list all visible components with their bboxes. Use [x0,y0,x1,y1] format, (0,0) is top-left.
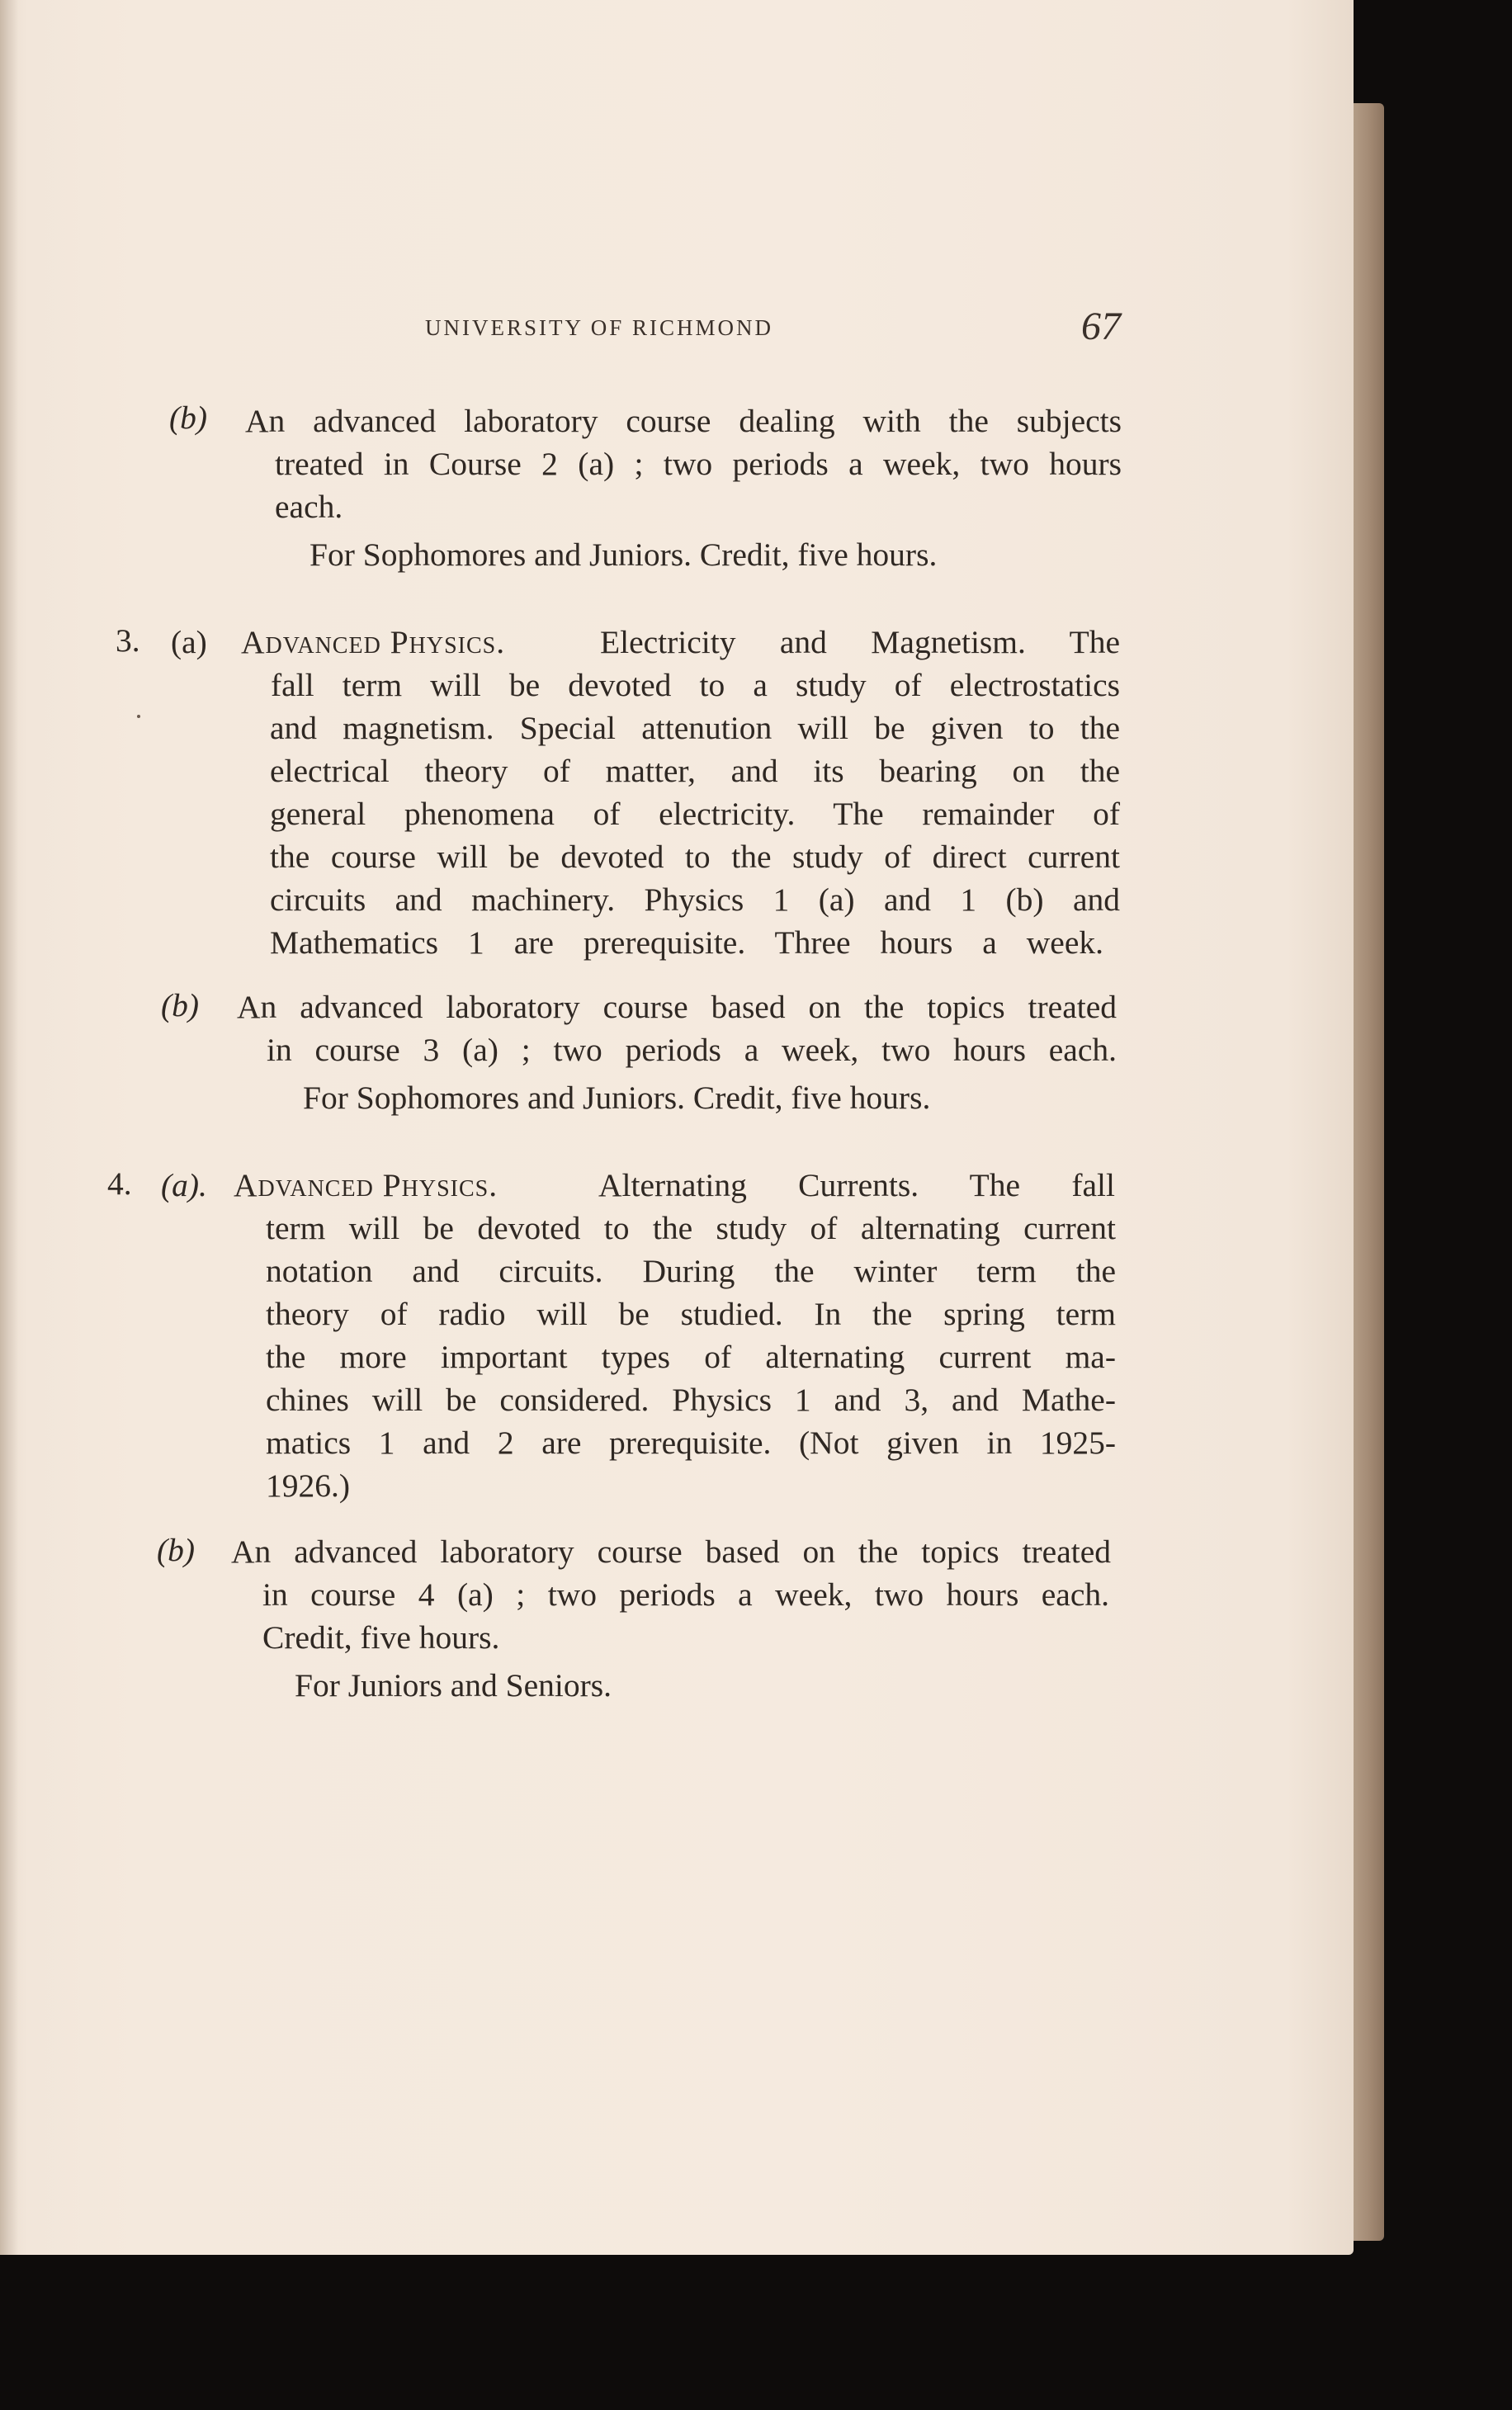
s3b-line-1: An advanced laboratory course based on the topics treated [237,989,1117,1025]
s4a-line-2: term will be devoted to the study of alternating current [266,1210,1116,1246]
s4a-line-6: chines will be considered. Physics 1 and 3, and Mathe- [266,1382,1116,1418]
s4a-title: Advanced Physics. [234,1167,498,1203]
s2b-line-3: each. [275,489,343,525]
s3b-label: (b) [161,987,200,1023]
s2b-label: (b) [169,399,208,436]
s4a-line-7: matics 1 and 2 are prerequisite. (Not given in 1925- [266,1425,1116,1461]
s4b-line-1: An advanced laboratory course based on the topics treated [231,1533,1111,1570]
s4a-line-5: the more important types of alternating current ma- [266,1339,1116,1375]
running-head: UNIVERSITY OF RICHMOND [425,315,774,340]
s2b-note: For Sophomores and Juniors. Credit, five hours. [309,536,938,573]
s4b-label: (b) [157,1532,196,1568]
s4a-number: 4. [107,1165,132,1202]
s3a-line-7: circuits and machinery. Physics 1 (a) and 1 (b) and [270,881,1120,918]
s3a-line-3: and magnetism. Special attenution will be given to the [270,710,1120,746]
s3a-line-1: Electricity and Magnetism. The [600,624,1120,660]
s4b-line-2: in course 4 (a) ; two periods a week, two hours each. [262,1576,1109,1613]
s3a-label: (a) [171,624,207,660]
s3a-line-2: fall term will be devoted to a study of electrostatics [271,667,1120,703]
s3a-line-8: Mathematics 1 are prerequisite. Three hours a week. [270,924,1103,961]
gutter-shadow [0,0,18,2255]
s3a-line-5: general phenomena of electricity. The remainder of [270,796,1120,832]
s4b-note: For Juniors and Seniors. [295,1667,612,1704]
s4a-line-8: 1926.) [266,1467,351,1504]
s3a-number: 3. [116,622,140,659]
s3b-line-2: in course 3 (a) ; two periods a week, two hours each. [267,1032,1117,1068]
s4a-label: (a). [161,1167,207,1203]
s3b-note: For Sophomores and Juniors. Credit, five hours. [303,1080,931,1116]
s3a-line-4: electrical theory of matter, and its bearing on the [270,753,1120,789]
s4a-line-4: theory of radio will be studied. In the spring term [266,1296,1116,1332]
s4a-line-1: Alternating Currents. The fall [598,1167,1115,1203]
print-speck [137,715,140,718]
s2b-line-1: An advanced laboratory course dealing with the subjects [245,403,1122,439]
s2b-line-2: treated in Course 2 (a) ; two periods a week, two hours [275,446,1122,482]
s4b-line-3: Credit, five hours. [262,1619,500,1656]
s3a-title: Advanced Physics. [241,624,506,660]
s3a-line-6: the course will be devoted to the study of direct current [270,839,1120,875]
page-number: 67 [1081,305,1121,348]
s4a-line-3: notation and circuits. During the winter term the [266,1253,1116,1289]
